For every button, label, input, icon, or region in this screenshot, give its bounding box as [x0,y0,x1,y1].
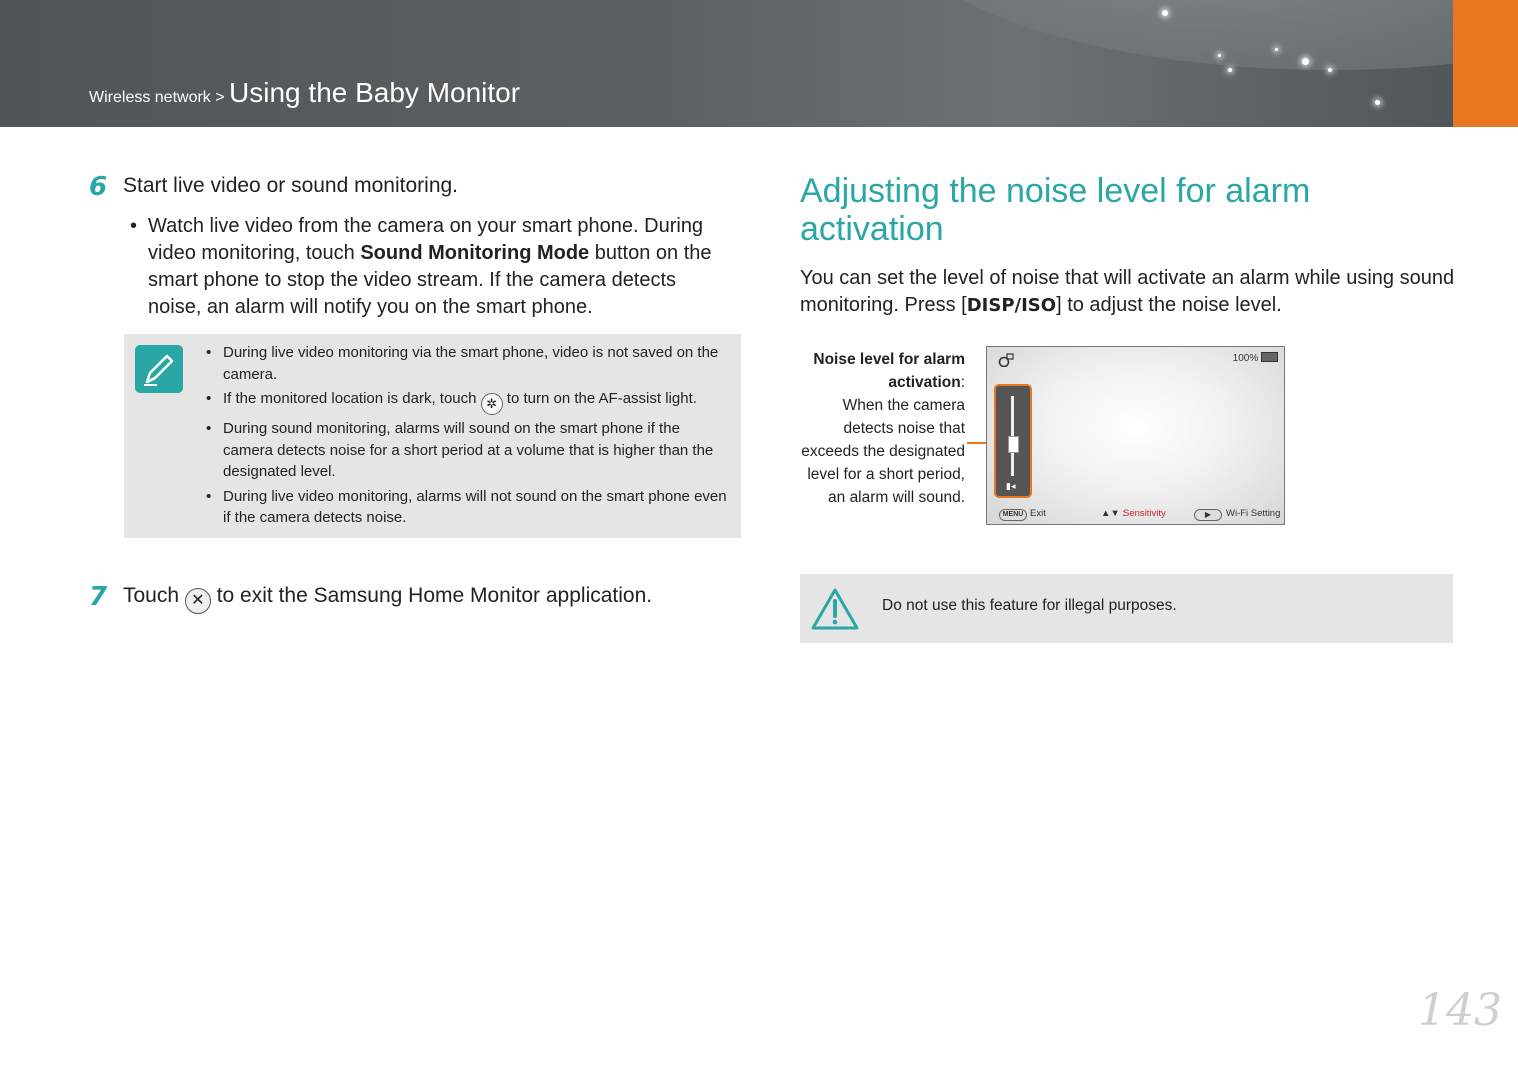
camera-screen [986,346,1285,525]
callout-title: Noise level for alarm activation [813,351,965,391]
sparkle-decoration [1228,68,1232,72]
sparkle-decoration [1328,68,1332,72]
sparkle-decoration [1302,58,1309,65]
section-intro: You can set the level of noise that will activate an alarm while using sound monitoring. Press [DISP/ISO] to adjust the noise level. [800,267,1455,316]
step-number: 7 [89,582,108,612]
breadcrumb-parent[interactable]: Wireless network > [89,89,225,106]
sparkle-decoration [1218,54,1221,57]
play-button[interactable]: ▶ [1194,509,1222,521]
note-text-cont: to turn on the AF-assist light. [502,390,697,407]
menu-button[interactable]: MENU [999,509,1027,521]
note-text: During sound monitoring, alarms will sound on the smart phone if the camera detects noise for a short period at a volume that is higher than the designated level. [223,420,714,480]
bullet-dot: • [130,215,138,237]
section-tab [1453,0,1518,127]
note-item: • If the monitored location is dark, touch ✲ to turn on the AF-assist light. [206,388,731,415]
sound-monitoring-mode-label: Sound Monitoring Mode [360,242,590,264]
step-text: Touch ✕ to exit the Samsung Home Monitor application. [123,584,652,614]
sparkle-decoration [1375,100,1380,105]
up-down-arrows-icon: ▲▼ : [1101,508,1126,519]
sparkle-decoration [1162,10,1168,16]
softkey-bar [987,506,1284,524]
sensitivity-label: Sensitivity [1123,508,1166,519]
note-list [206,342,731,532]
note-text: During live video monitoring via the smart phone, video is not saved on the camera. [223,344,719,383]
step-text: Start live video or sound monitoring. [123,174,459,197]
noise-level-slider[interactable] [994,384,1032,498]
header-banner [0,0,1453,127]
close-icon: ✕ [185,588,211,614]
note-text: If the monitored location is dark, touch [223,390,481,407]
af-assist-icon: ✲ [481,393,503,415]
note-pencil-icon [135,345,183,393]
breadcrumb-current: Using the Baby Monitor [229,77,521,108]
exit-label: Exit [1030,508,1046,519]
monitor-camera-icon [998,353,1014,367]
note-item: • During sound monitoring, alarms will sound on the smart phone if the camera detects noise for a short period at a volume that is higher than the designated level. [206,420,714,480]
caution-text: Do not use this feature for illegal purposes. [882,597,1177,614]
sparkle-decoration [1275,48,1278,51]
step-6-bullet [130,213,730,321]
wifi-setting-label: Wi-Fi Setting [1226,508,1281,519]
step-number: 6 [89,172,108,202]
page-number: 143 [1418,985,1502,1036]
speaker-icon: ▮◂ [1006,481,1016,491]
caution-box [800,574,1453,643]
bullet-text-cont: button on the smart phone to stop the video stream. If the camera detects noise, an alarm will notify you on the smart phone. [148,242,712,318]
warning-icon [810,587,860,631]
battery-indicator: 100% [1233,352,1278,364]
callout-noise-level: Noise level for alarm activation: When the camera detects noise that exceeds the designated level for a short period, an alarm will sound. [801,351,965,506]
note-text: During live video monitoring, alarms will not sound on the smart phone even if the camera detects noise. [223,487,727,526]
bullet-text: Watch live video from the camera on your smart phone. During video monitoring, touch [148,215,704,264]
note-box [124,334,741,538]
callout-body: When the camera detects noise that exceeds the designated level for a short period, an alarm will sound. [801,397,965,506]
slider-handle[interactable] [1008,436,1019,453]
disp-iso-key: DISP/ISO [966,295,1057,316]
section-title: Adjusting the noise level for alarm activation [800,172,1311,248]
battery-icon [1261,352,1278,362]
note-item: • During live video monitoring via the smart phone, video is not saved on the camera. [206,344,719,383]
breadcrumb [89,77,520,109]
note-item: • During live video monitoring, alarms will not sound on the smart phone even if the camera detects noise. [206,487,727,526]
